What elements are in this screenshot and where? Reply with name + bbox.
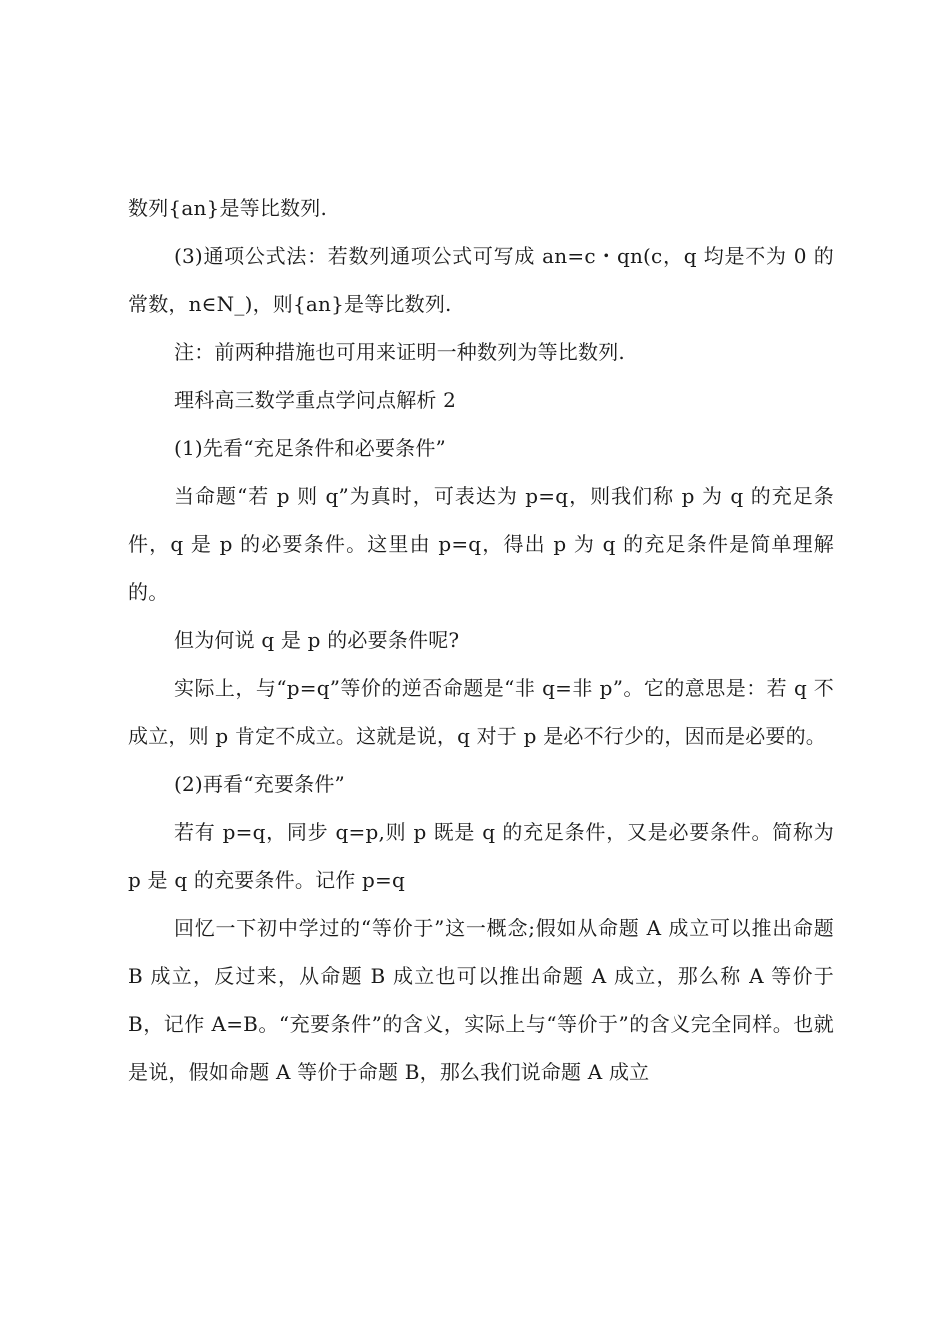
paragraph-equivalence: 回忆一下初中学过的“等价于”这一概念;假如从命题 A 成立可以推出命题 B 成立，反过来，从命题 B 成立也可以推出命题 A 成立，那么称 A 等价于 B，记作 A=B。“充要条件”的含义，实际上与“等价于”的含义完全同样。也就是说，假如命题 A 等价于命题 B，那么我们说命题 A 成立: [128, 916, 834, 1084]
paragraph-if-p-then-q: 当命题“若 p 则 q”为真时，可表达为 p=q，则我们称 p 为 q 的充足条件，q 是 p 的必要条件。这里由 p=q，得出 p 为 q 的充足条件是简单理解的。: [128, 484, 834, 604]
section-heading-2: 理科高三数学重点学问点解析 2: [174, 388, 457, 412]
paragraph-note: 注：前两种措施也可用来证明一种数列为等比数列.: [174, 340, 625, 364]
paragraph-general-term-method: (3)通项公式法：若数列通项公式可写成 an=c・qn(c，q 均是不为 0 的常数，n∈N_)，则{an}是等比数列.: [128, 244, 834, 316]
paragraph-sequence-conclusion: 数列{an}是等比数列.: [128, 196, 328, 220]
document-body: [128, 184, 834, 1096]
paragraph-why-necessary: 但为何说 q 是 p 的必要条件呢?: [174, 628, 460, 652]
paragraph-iff-definition: 若有 p=q，同步 q=p,则 p 既是 q 的充足条件，又是必要条件。简称为 p 是 q 的充要条件。记作 p=q: [128, 820, 834, 892]
subheading-necessary-and-sufficient: (2)再看“充要条件”: [174, 772, 345, 796]
subheading-sufficient-necessary: (1)先看“充足条件和必要条件”: [174, 436, 446, 460]
paragraph-contrapositive: 实际上，与“p=q”等价的逆否命题是“非 q=非 p”。它的意思是：若 q 不成立，则 p 肯定不成立。这就是说，q 对于 p 是必不行少的，因而是必要的。: [128, 676, 834, 748]
